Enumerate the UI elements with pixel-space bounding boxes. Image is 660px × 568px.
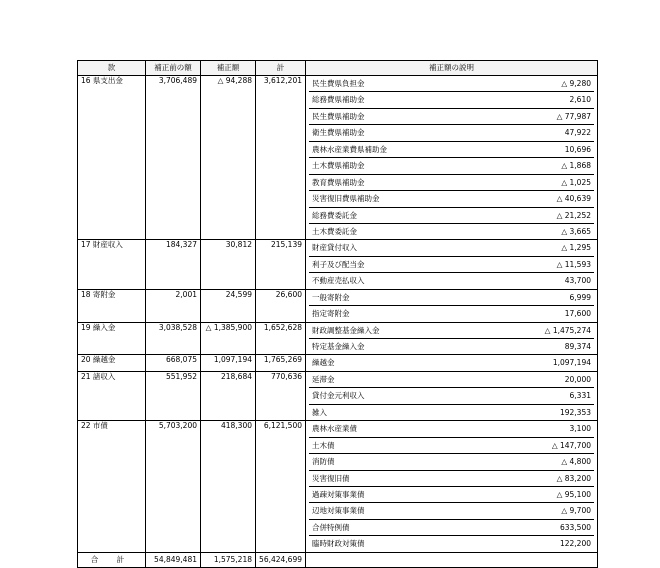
header-total: 計: [256, 61, 306, 76]
description-item-amount: △ 1,475,274: [544, 325, 591, 335]
description-item-amount: △ 1,295: [561, 243, 591, 253]
adjustment-amount: △ 1,385,900: [201, 322, 256, 355]
header-description: 補正額の説明: [306, 61, 598, 76]
description-item-amount: △ 1,025: [561, 177, 591, 187]
before-amount: 184,327: [146, 240, 201, 289]
header-before: 補正前の額: [146, 61, 201, 76]
description-item-amount: △ 3,665: [561, 226, 591, 236]
description-item-amount: 6,999: [569, 292, 591, 302]
total-amount: 215,139: [256, 240, 306, 289]
description-item-amount: 633,500: [559, 522, 591, 532]
description-item-amount: 6,331: [569, 391, 591, 401]
description-item-name: 財政調整基金繰入金: [312, 325, 380, 335]
description-item-name: 財産貸付収入: [312, 243, 357, 253]
description-item-amount: 10,696: [564, 144, 591, 154]
before-amount: 5,703,200: [146, 421, 201, 553]
description-item-amount: △ 147,700: [551, 440, 591, 450]
description-item: [309, 273, 594, 288]
before-amount: 3,038,528: [146, 322, 201, 355]
description-cell: [306, 76, 598, 240]
description-item-amount: 192,353: [559, 407, 591, 417]
total-description: [306, 552, 598, 567]
description-item-amount: 17,600: [564, 309, 591, 319]
description-cell: [306, 371, 598, 420]
description-item-name: 特定基金繰入金: [312, 342, 365, 351]
budget-row: [78, 76, 598, 240]
description-item-name: 延滞金: [312, 374, 335, 384]
description-item: [309, 388, 594, 404]
before-amount: 3,706,489: [146, 76, 201, 240]
description-item-amount: 3,100: [569, 424, 591, 434]
description-item-name: 辺地対策事業債: [312, 506, 365, 516]
supplementary-budget-table: [77, 60, 598, 568]
description-item-name: 災害復旧債: [312, 473, 350, 483]
total-amount: 3,612,201: [256, 76, 306, 240]
description-item-amount: 89,374: [564, 342, 591, 351]
description-item-amount: 43,700: [564, 276, 591, 286]
description-item-name: 土木費県補助金: [312, 161, 365, 171]
description-item: [309, 438, 594, 454]
before-amount: 551,952: [146, 371, 201, 420]
description-item: [309, 323, 594, 339]
budget-row: [78, 371, 598, 420]
description-cell: [306, 322, 598, 355]
kan-cell: 22 市債: [78, 421, 146, 553]
description-item-amount: 122,200: [559, 539, 591, 549]
budget-row: [78, 421, 598, 553]
before-amount: 668,075: [146, 355, 201, 371]
description-item-name: 臨時財政対策債: [312, 539, 365, 549]
description-item-amount: 47,922: [564, 128, 591, 138]
description-item-name: 貸付金元利収入: [312, 391, 365, 401]
description-item: [309, 92, 594, 108]
kan-cell: 18 寄附金: [78, 289, 146, 322]
description-item-name: 農林水産業費県補助金: [312, 144, 387, 154]
description-item: [309, 76, 594, 92]
adjustment-amount: 30,812: [201, 240, 256, 289]
description-item: [309, 503, 594, 519]
description-item-amount: 1,097,194: [552, 358, 591, 368]
description-item: [309, 224, 594, 239]
header-kan: 款: [78, 61, 146, 76]
description-item: [309, 306, 594, 321]
description-item-amount: △ 11,593: [556, 259, 591, 269]
description-item-name: 民生費県負担金: [312, 79, 365, 88]
description-item-name: 繰越金: [312, 358, 335, 368]
budget-row: [78, 355, 598, 371]
description-item: [309, 208, 594, 224]
total-amount: 26,600: [256, 289, 306, 322]
adjustment-amount: 24,599: [201, 289, 256, 322]
description-item-amount: △ 77,987: [556, 111, 591, 121]
description-item-name: 総務費県補助金: [312, 95, 365, 105]
description-cell: [306, 355, 598, 371]
description-item: [309, 191, 594, 207]
total-amount: 1,652,628: [256, 322, 306, 355]
description-item-amount: △ 83,200: [556, 473, 591, 483]
description-item-name: 土木債: [312, 440, 335, 450]
description-item-name: 災害復旧費県補助金: [312, 194, 380, 204]
description-item-amount: △ 1,868: [561, 161, 591, 171]
description-item: [309, 405, 594, 420]
description-item-name: 不動産売払収入: [312, 276, 365, 286]
total-amount: 6,121,500: [256, 421, 306, 553]
adjustment-amount: 418,300: [201, 421, 256, 553]
description-item: [309, 290, 594, 306]
description-item-amount: △ 95,100: [556, 489, 591, 499]
description-item-name: 総務費委託金: [312, 210, 357, 220]
total-amount: 770,636: [256, 371, 306, 420]
description-item-amount: 20,000: [564, 374, 591, 384]
kan-cell: 17 財産収入: [78, 240, 146, 289]
description-item: [309, 175, 594, 191]
adjustment-amount: △ 94,288: [201, 76, 256, 240]
description-item-name: 一般寄附金: [312, 292, 350, 302]
description-item-name: 教育費県補助金: [312, 177, 365, 187]
description-item-amount: 2,610: [569, 95, 591, 105]
description-item: [309, 109, 594, 125]
before-amount: 2,001: [146, 289, 201, 322]
total-amount: 1,765,269: [256, 355, 306, 371]
description-cell: [306, 421, 598, 553]
budget-row: [78, 289, 598, 322]
kan-cell: 16 県支出金: [78, 76, 146, 240]
description-item: [309, 339, 594, 354]
adjustment-amount: 1,097,194: [201, 355, 256, 371]
description-item-name: 土木費委託金: [312, 226, 357, 236]
description-item-name: 過疎対策事業債: [312, 489, 365, 499]
description-item-amount: △ 4,800: [561, 457, 591, 467]
header-row: [78, 61, 598, 76]
description-item-name: 消防債: [312, 457, 335, 467]
total-row: [78, 552, 598, 567]
description-item-name: 民生費県補助金: [312, 111, 365, 121]
description-item: [309, 142, 594, 158]
description-item-name: 雑入: [312, 407, 327, 417]
description-item: [309, 471, 594, 487]
budget-row: [78, 240, 598, 289]
budget-row: [78, 322, 598, 355]
description-item: [309, 372, 594, 388]
description-item-name: 利子及び配当金: [312, 259, 365, 269]
description-item: [309, 240, 594, 256]
total-adjustment: 1,575,218: [201, 552, 256, 567]
description-item-name: 合併特例債: [312, 522, 350, 532]
kan-cell: 19 繰入金: [78, 322, 146, 355]
description-item-amount: △ 9,280: [561, 79, 591, 88]
description-item: [309, 487, 594, 503]
description-item: [309, 536, 594, 551]
description-item-name: 指定寄附金: [312, 309, 350, 319]
header-adjustment: 補正額: [201, 61, 256, 76]
kan-cell: 21 諸収入: [78, 371, 146, 420]
description-item: [309, 421, 594, 437]
total-total: 56,424,699: [256, 552, 306, 567]
description-cell: [306, 289, 598, 322]
description-item-name: 衛生費県補助金: [312, 128, 365, 138]
description-item: [309, 355, 594, 370]
description-item-name: 農林水産業債: [312, 424, 357, 434]
description-item-amount: △ 9,700: [561, 506, 591, 516]
description-item: [309, 158, 594, 174]
description-item: [309, 125, 594, 141]
total-before: 54,849,481: [146, 552, 201, 567]
total-label: 合 計: [78, 552, 146, 567]
description-item: [309, 520, 594, 536]
description-cell: [306, 240, 598, 289]
kan-cell: 20 繰越金: [78, 355, 146, 371]
description-item: [309, 454, 594, 470]
description-item: [309, 257, 594, 273]
description-item-amount: △ 40,639: [556, 194, 591, 204]
adjustment-amount: 218,684: [201, 371, 256, 420]
description-item-amount: △ 21,252: [556, 210, 591, 220]
